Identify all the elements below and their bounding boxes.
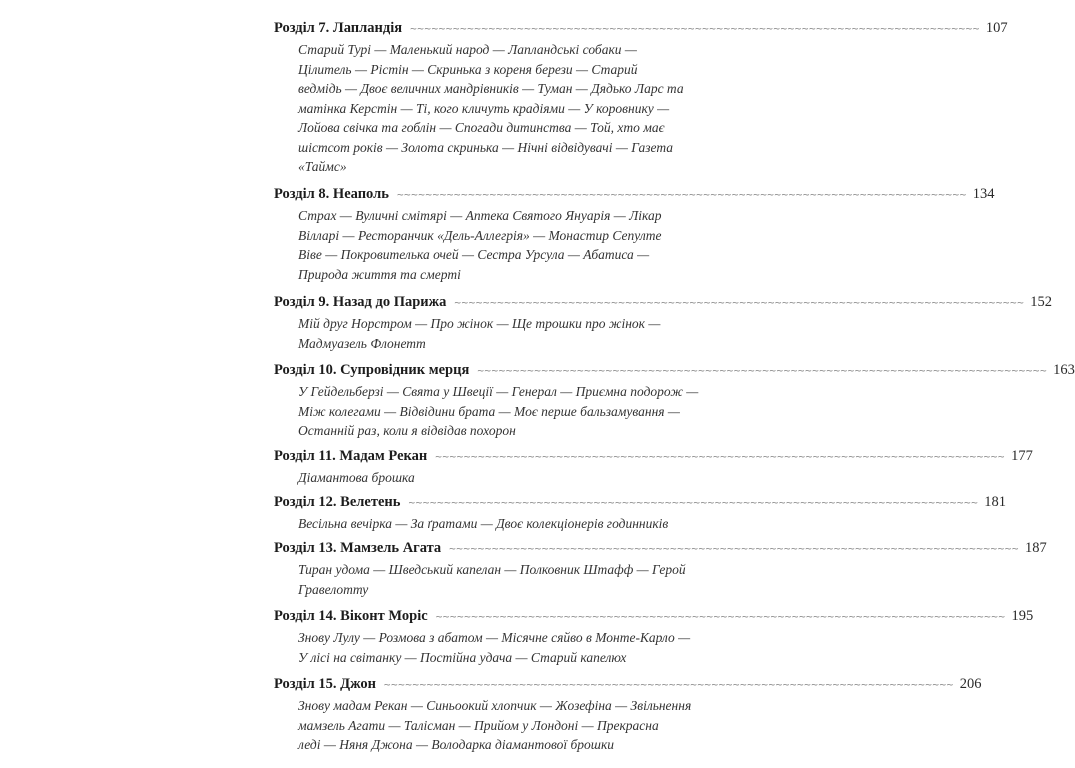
subsection-line: У лісі на світанку — Постійна удача — Старий капелюх [298, 649, 627, 665]
dot-leader: ~~~~~~~~~~~~~~~~~~~~~~~~~~~~~~~~~~~~~~~~~~~~~~~~~~~~~~~~~~~~~~~~~~~~~~~~~~~~~~~~ [454, 296, 1025, 309]
page-number: 163 [1053, 362, 1075, 378]
chapter-title: Розділ 11. Мадам Рекан [274, 448, 428, 464]
dot-leader: ~~~~~~~~~~~~~~~~~~~~~~~~~~~~~~~~~~~~~~~~~~~~~~~~~~~~~~~~~~~~~~~~~~~~~~~~~~~~~~~~ [396, 188, 967, 201]
toc-entry-heading [274, 494, 1007, 514]
subsection-line: Гравелотту [298, 581, 369, 597]
subsection-line: Весільна вечірка — За ґратами — Двоє колекціонерів годинників [298, 516, 669, 531]
chapter-title: Розділ 12. Велетень [274, 494, 401, 510]
subsection-line: Діамантова брошка [298, 470, 415, 485]
subsection-line: Цілитель — Рістін — Скринька з кореня берези — Старий [298, 61, 638, 77]
subsection-line: Страх — Вуличні смітярі — Аптека Святого Януарія — Лікар [298, 208, 662, 223]
toc-entry [274, 294, 1052, 353]
page-number: 107 [985, 20, 1008, 36]
dot-leader: ~~~~~~~~~~~~~~~~~~~~~~~~~~~~~~~~~~~~~~~~~~~~~~~~~~~~~~~~~~~~~~~~~~~~~~~~~~~~~~~~ [383, 678, 954, 691]
subsection-line: Між колегами — Відвідини брата — Моє перше бальзамування — [298, 403, 680, 419]
subsection-line: Лойова свічка та гоблін — Спогади дитинства — Той, хто має [298, 120, 665, 135]
dot-leader: ~~~~~~~~~~~~~~~~~~~~~~~~~~~~~~~~~~~~~~~~~~~~~~~~~~~~~~~~~~~~~~~~~~~~~~~~~~~~~~~~ [410, 22, 980, 35]
toc-entry-heading [274, 608, 1034, 628]
toc-entry [274, 362, 1075, 441]
page-number: 187 [1024, 540, 1047, 556]
subsection-line: шістсот років — Золота скринька — Нічні відвідувачі — Газета [298, 139, 674, 155]
toc-entry [274, 494, 1007, 534]
subsection-line: Знову мадам Рекан — Синьоокий хлопчик — Жозефіна — Звільнення [298, 698, 692, 713]
chapter-subsections [298, 696, 736, 755]
page-number: 152 [1030, 294, 1052, 310]
subsection-line: мамзель Агати — Талісман — Прийом у Лондоні — Прекрасна [298, 717, 659, 733]
dot-leader: ~~~~~~~~~~~~~~~~~~~~~~~~~~~~~~~~~~~~~~~~~~~~~~~~~~~~~~~~~~~~~~~~~~~~~~~~~~~~~~~~ [435, 450, 1006, 463]
dot-leader: ~~~~~~~~~~~~~~~~~~~~~~~~~~~~~~~~~~~~~~~~~~~~~~~~~~~~~~~~~~~~~~~~~~~~~~~~~~~~~~~~ [408, 496, 979, 509]
page-number: 181 [984, 494, 1007, 510]
toc-entry-heading [274, 20, 1008, 40]
toc-entry-heading [274, 186, 995, 206]
subsection-line: Старий Турі — Маленький народ — Лапландські собаки — [298, 42, 637, 57]
chapter-subsections [298, 206, 736, 284]
page-number: 195 [1011, 608, 1034, 624]
toc-entry-heading [274, 540, 1047, 560]
dot-leader: ~~~~~~~~~~~~~~~~~~~~~~~~~~~~~~~~~~~~~~~~~~~~~~~~~~~~~~~~~~~~~~~~~~~~~~~~~~~~~~~~ [449, 542, 1019, 555]
subsection-line: «Таймс» [298, 159, 347, 174]
chapter-subsections [298, 314, 736, 353]
subsection-line: матінка Керстін — Ті, кого кличуть крадіями — У коровнику — [298, 100, 670, 116]
subsection-line: Віве — Покровителька очей — Сестра Урсула — Абатиса — [298, 247, 650, 262]
toc-entry [274, 448, 1033, 488]
subsection-line: Останній раз, коли я відвідав похорон [298, 423, 516, 438]
chapter-title: Розділ 13. Мамзель Агата [274, 540, 442, 556]
page-number: 206 [959, 676, 982, 692]
chapter-subsections [298, 40, 736, 177]
toc-entry-heading [274, 448, 1033, 468]
chapter-title: Розділ 8. Неаполь [274, 186, 389, 202]
chapter-subsections [298, 468, 736, 488]
subsection-line: У Гейдельберзі — Свята у Швеції — Генерал — Приємна подорож — [298, 384, 699, 399]
chapter-subsections [298, 628, 736, 667]
subsection-line: Мадмуазель Флонетт [298, 335, 426, 351]
subsection-line: Вілларі — Ресторанчик «Дель-Аллегрія» — Монастир Сепулте [298, 227, 662, 243]
toc-entry-heading [274, 294, 1052, 314]
chapter-subsections [298, 382, 736, 441]
chapter-subsections [298, 514, 736, 534]
chapter-title: Розділ 10. Супровідник мерця [274, 362, 470, 378]
subsection-line: леді — Няня Джона — Володарка діамантової брошки [298, 737, 615, 752]
chapter-title: Розділ 14. Віконт Моріс [274, 608, 428, 624]
subsection-line: Природа життя та смерті [298, 266, 461, 282]
toc-entry [274, 540, 1047, 599]
toc-entry-heading [274, 362, 1075, 382]
subsection-line: ведмідь — Двоє величних мандрівників — Туман — Дядько Ларс та [298, 81, 684, 96]
toc-entry [274, 20, 1008, 177]
dot-leader: ~~~~~~~~~~~~~~~~~~~~~~~~~~~~~~~~~~~~~~~~~~~~~~~~~~~~~~~~~~~~~~~~~~~~~~~~~~~~~~~~ [477, 364, 1048, 377]
toc-entry [274, 186, 995, 284]
chapter-title: Розділ 15. Джон [274, 676, 376, 692]
page-number: 134 [972, 186, 995, 202]
page-number: 177 [1011, 448, 1033, 464]
subsection-line: Знову Лулу — Розмова з абатом — Місячне сяйво в Монте-Карло — [298, 630, 691, 645]
chapter-title: Розділ 7. Лапландія [274, 20, 403, 36]
chapter-subsections [298, 560, 736, 599]
toc-entry [274, 676, 982, 755]
toc-entry-heading [274, 676, 982, 696]
dot-leader: ~~~~~~~~~~~~~~~~~~~~~~~~~~~~~~~~~~~~~~~~~~~~~~~~~~~~~~~~~~~~~~~~~~~~~~~~~~~~~~~~ [435, 610, 1006, 623]
toc-entry [274, 608, 1034, 667]
subsection-line: Тиран удома — Шведський капелан — Полковник Штафф — Герой [298, 562, 686, 577]
subsection-line: Мій друг Норстром — Про жінок — Ще трошки про жінок — [298, 316, 661, 331]
chapter-title: Розділ 9. Назад до Парижа [274, 294, 447, 310]
